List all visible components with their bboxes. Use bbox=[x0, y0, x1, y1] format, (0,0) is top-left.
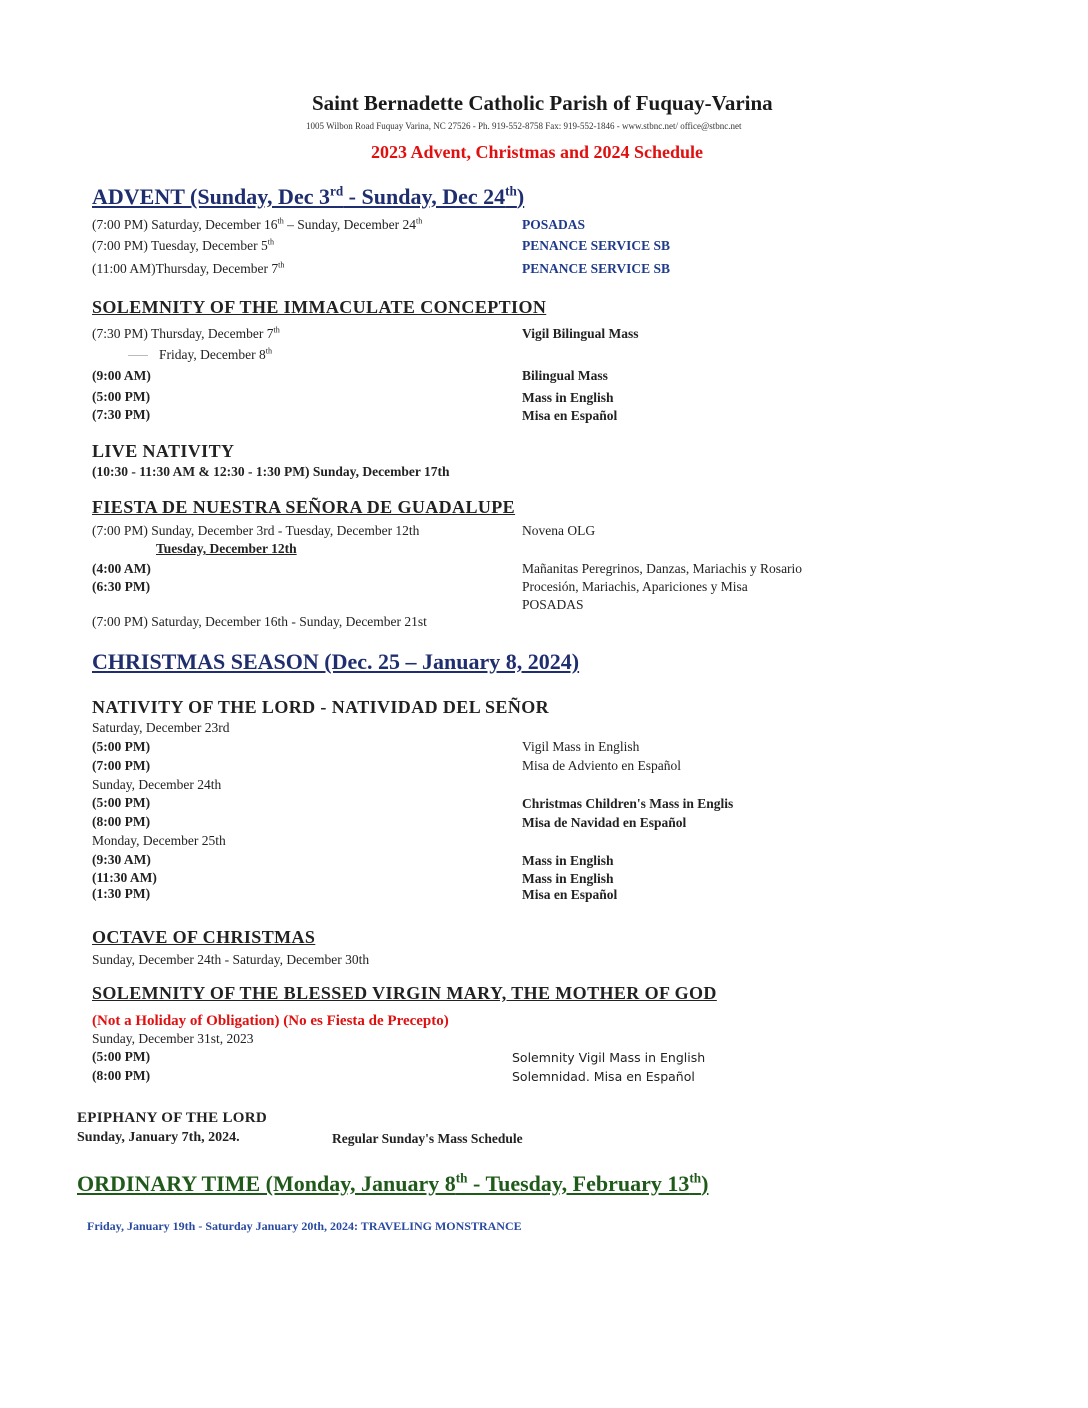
ordinary-heading: ORDINARY TIME (Monday, January 8th - Tuesday, February 13th) bbox=[77, 1170, 709, 1196]
epiphany-date: Sunday, January 7th, 2024. bbox=[77, 1130, 240, 1145]
christmas-sunday: Sunday, December 24th bbox=[92, 777, 222, 792]
mon-time-3: (1:30 PM) bbox=[92, 886, 151, 901]
address-line: 1005 Wilbon Road Fuquay Varina, NC 27526 - Ph. 919-552-8758 Fax: 919-552-1846 - www.stbnc.net/ office@stbnc.net bbox=[306, 121, 742, 131]
advent-row-2-left: (7:00 PM) Tuesday, December 5th bbox=[92, 237, 275, 253]
live-nativity-heading: LIVE NATIVITY bbox=[92, 441, 235, 461]
ordinary-line: Friday, January 19th - Saturday January 20th, 2024: TRAVELING MONSTRANCE bbox=[87, 1219, 522, 1233]
guadalupe-posadas-left: (7:00 PM) Saturday, December 16th - Sunday, December 21st bbox=[92, 614, 427, 629]
guadalupe-event-1: Mañanitas Peregrinos, Danzas, Mariachis y Rosario bbox=[522, 561, 803, 576]
live-nativity-line: (10:30 - 11:30 AM & 12:30 - 1:30 PM) Sunday, December 17th bbox=[92, 464, 450, 479]
immaculate-mass-2: Mass in English bbox=[522, 390, 614, 405]
immaculate-heading: SOLEMNITY OF THE IMMACULATE CONCEPTION bbox=[92, 297, 547, 317]
advent-row-3-right: PENANCE SERVICE SB bbox=[522, 261, 671, 276]
christmas-monday: Monday, December 25th bbox=[92, 833, 226, 848]
octave-heading: OCTAVE OF CHRISTMAS bbox=[92, 927, 316, 947]
epiphany-heading: EPIPHANY OF THE LORD bbox=[77, 1110, 268, 1126]
mary-mass-2: Solemnidad. Misa en Español bbox=[512, 1069, 695, 1084]
guadalupe-posadas: POSADAS bbox=[522, 597, 584, 612]
immaculate-time-2: (5:00 PM) bbox=[92, 389, 151, 404]
mary-mass-1: Solemnity Vigil Mass in English bbox=[512, 1050, 706, 1065]
epiphany-schedule: Regular Sunday's Mass Schedule bbox=[332, 1131, 523, 1146]
guadalupe-heading: FIESTA DE NUESTRA SEÑORA DE GUADALUPE bbox=[92, 497, 516, 517]
dash-divider bbox=[128, 355, 148, 356]
mon-time-1: (9:30 AM) bbox=[92, 852, 151, 867]
guadalupe-time-1: (4:00 AM) bbox=[92, 561, 151, 576]
sun-mass-1: Christmas Children's Mass in Englis bbox=[522, 796, 734, 811]
mon-mass-2: Mass in English bbox=[522, 871, 614, 886]
immaculate-mass-1: Bilingual Mass bbox=[522, 368, 608, 383]
immaculate-vigil-left: (7:30 PM) Thursday, December 7th bbox=[92, 325, 280, 341]
immaculate-time-3: (7:30 PM) bbox=[92, 407, 151, 422]
mary-time-2: (8:00 PM) bbox=[92, 1068, 151, 1083]
mary-heading: SOLEMNITY OF THE BLESSED VIRGIN MARY, THE MOTHER OF GOD bbox=[92, 983, 717, 1003]
nativity-heading: NATIVITY OF THE LORD - NATIVIDAD DEL SEÑOR bbox=[92, 697, 550, 717]
sun-mass-2: Misa de Navidad en Español bbox=[522, 815, 687, 830]
guadalupe-time-2: (6:30 PM) bbox=[92, 579, 151, 594]
advent-row-1-right: POSADAS bbox=[522, 217, 586, 232]
mary-note: (Not a Holiday of Obligation) (No es Fiesta de Precepto) bbox=[92, 1013, 449, 1029]
advent-row-3-left: (11:00 AM)Thursday, December 7th bbox=[92, 260, 285, 276]
sun-time-2: (8:00 PM) bbox=[92, 814, 151, 829]
mon-time-2: (11:30 AM) bbox=[92, 870, 157, 885]
guadalupe-novena-right: Novena OLG bbox=[522, 523, 596, 538]
sat-mass-2: Misa de Adviento en Español bbox=[522, 758, 681, 773]
guadalupe-novena-left: (7:00 PM) Sunday, December 3rd - Tuesday, December 12th bbox=[92, 523, 420, 538]
christmas-saturday: Saturday, December 23rd bbox=[92, 720, 230, 735]
mon-mass-1: Mass in English bbox=[522, 853, 614, 868]
schedule-title: 2023 Advent, Christmas and 2024 Schedule bbox=[371, 142, 704, 162]
parish-name: Saint Bernadette Catholic Parish of Fuquay-Varina bbox=[312, 91, 773, 115]
guadalupe-tuesday: Tuesday, December 12th bbox=[156, 541, 297, 556]
advent-row-2-right: PENANCE SERVICE SB bbox=[522, 238, 671, 253]
immaculate-mass-3: Misa en Español bbox=[522, 408, 618, 423]
sat-time-1: (5:00 PM) bbox=[92, 739, 151, 754]
mary-time-1: (5:00 PM) bbox=[92, 1049, 151, 1064]
mary-date: Sunday, December 31st, 2023 bbox=[92, 1031, 254, 1046]
sat-mass-1: Vigil Mass in English bbox=[522, 739, 640, 754]
mon-mass-3: Misa en Español bbox=[522, 887, 618, 902]
sat-time-2: (7:00 PM) bbox=[92, 758, 151, 773]
advent-row-1-left: (7:00 PM) Saturday, December 16th – Sunday, December 24th bbox=[92, 216, 423, 232]
guadalupe-event-2: Procesión, Mariachis, Apariciones y Misa bbox=[522, 579, 748, 594]
octave-line: Sunday, December 24th - Saturday, December 30th bbox=[92, 952, 370, 967]
immaculate-friday: Friday, December 8th bbox=[159, 346, 273, 362]
immaculate-vigil-right: Vigil Bilingual Mass bbox=[522, 326, 639, 341]
immaculate-time-1: (9:00 AM) bbox=[92, 368, 151, 383]
sun-time-1: (5:00 PM) bbox=[92, 795, 151, 810]
christmas-heading: CHRISTMAS SEASON (Dec. 25 – January 8, 2024) bbox=[92, 649, 580, 674]
advent-heading: ADVENT (Sunday, Dec 3rd - Sunday, Dec 24th) bbox=[92, 183, 525, 209]
